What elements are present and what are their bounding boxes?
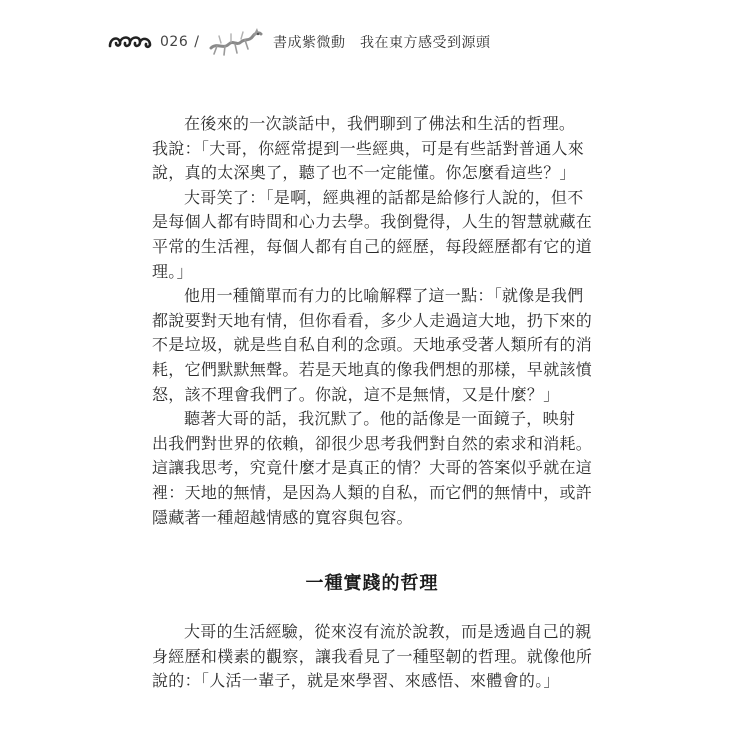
section-body-text	[152, 620, 592, 694]
text-line: 在後來的一次談話中，我們聊到了佛法和生活的哲理。	[184, 114, 576, 133]
text-line: 這讓我思考，究竟什麼才是真正的情？大哥的答案似乎就在這	[152, 458, 593, 478]
paragraph	[152, 407, 592, 530]
scroll-ornament-icon	[108, 32, 152, 52]
text-line: 耗，它們默默無聲。若是天地真的像我們想的那樣，早就該憤	[152, 359, 593, 379]
text-line: 是每個人都有時間和心力去學。我倒覺得，人生的智慧就藏在	[152, 212, 593, 232]
text-line: 聽著大哥的話，我沉默了。他的話像是一面鏡子，映射	[184, 409, 576, 429]
paragraph	[152, 112, 592, 186]
page-number: 026	[160, 34, 189, 50]
text-line: 裡：天地的無情，是因為人類的自私，而它們的無情中，或許	[152, 482, 593, 502]
paragraph	[152, 620, 592, 694]
text-line: 理。」	[152, 261, 193, 281]
text-line: 都說要對天地有情，但你看看，多少人走過這大地，扔下來的	[152, 310, 593, 330]
text-line: 大哥的生活經驗，從來沒有流於說教，而是透過自己的親	[184, 622, 592, 641]
section-heading: 一種實踐的哲理	[305, 573, 439, 594]
text-line: 不是垃圾，就是些自私自利的念頭。天地承受著人類所有的消	[152, 335, 593, 355]
text-line: 大哥笑了：「是啊，經典裡的話都是給修行人說的，但不	[184, 187, 584, 207]
text-line: 隱藏著一種超越情感的寬容與包容。	[152, 507, 413, 527]
paragraph	[152, 186, 592, 284]
running-header	[108, 22, 528, 62]
text-line: 怒，該不理會我們了。你說，這不是無情，又是什麼？」	[152, 384, 560, 404]
body-text	[152, 112, 592, 530]
paragraph	[152, 284, 592, 407]
dragon-icon	[207, 24, 263, 60]
text-line: 平常的生活裡，每個人都有自己的經歷，每段經歷都有它的道	[152, 236, 593, 256]
text-line: 說，真的太深奧了，聽了也不一定能懂。你怎麼看這些？」	[152, 163, 576, 183]
running-title: 書成紫微動 我在東方感受到源頭	[272, 35, 491, 51]
text-line: 說的：「人活一輩子，就是來學習、來感悟、來體會的。」	[152, 671, 560, 691]
text-line: 我說：「大哥，你經常提到一些經典，可是有些話對普通人來	[152, 138, 585, 158]
text-line: 出我們對世界的依賴，卻很少思考我們對自然的索求和消耗。	[152, 433, 593, 453]
text-line: 他用一種簡單而有力的比喻解釋了這一點：「就像是我們	[184, 286, 584, 306]
header-separator: /	[194, 34, 199, 50]
text-line: 身經歷和樸素的觀察，讓我看見了一種堅韌的哲理。就像他所	[152, 646, 593, 666]
